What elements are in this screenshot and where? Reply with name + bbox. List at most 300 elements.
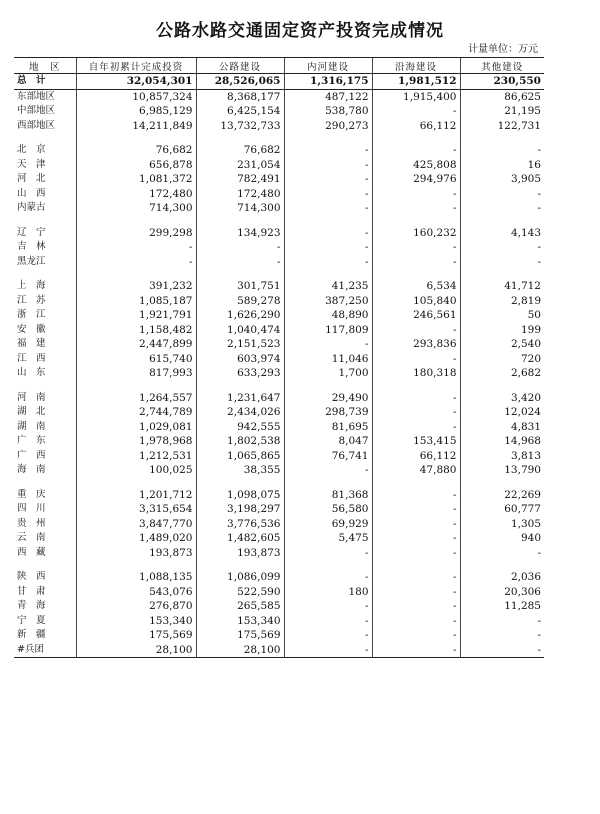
cell-highway: 1,065,865 xyxy=(196,449,284,464)
cell-other: 41,712 xyxy=(460,279,544,294)
cell-inland-waterway: - xyxy=(284,255,372,270)
table-row xyxy=(14,570,544,585)
cell-total-investment xyxy=(76,216,196,226)
cell-region: 天 津 xyxy=(17,158,46,170)
cell-region: 内蒙古 xyxy=(17,202,46,213)
cell-region: 上 海 xyxy=(17,280,46,291)
cell-highway: 1,086,099 xyxy=(196,570,284,585)
cell-total-investment xyxy=(76,381,196,391)
cell-total-investment: 615,740 xyxy=(76,352,196,367)
cell-other: - xyxy=(460,255,544,270)
cell-region: 山 东 xyxy=(17,367,46,378)
cell-inland-waterway: 11,046 xyxy=(284,352,372,367)
cell-region xyxy=(14,560,76,570)
cell-coastal: 180,318 xyxy=(372,366,460,381)
cell-highway: - xyxy=(196,255,284,270)
table-row xyxy=(14,405,544,420)
cell-other xyxy=(460,216,544,226)
table-row xyxy=(14,381,544,391)
cell-region xyxy=(14,269,76,279)
cell-coastal: 425,808 xyxy=(372,158,460,173)
table-row xyxy=(14,366,544,381)
cell-inland-waterway: 1,700 xyxy=(284,366,372,381)
cell-highway: 8,368,177 xyxy=(196,89,284,104)
cell-other: 122,731 xyxy=(460,119,544,134)
cell-inland-waterway: 69,929 xyxy=(284,517,372,532)
cell-coastal: - xyxy=(372,546,460,561)
cell-coastal: 6,534 xyxy=(372,279,460,294)
cell-total-investment: 175,569 xyxy=(76,628,196,643)
header-highway: 公路建设 xyxy=(196,58,284,74)
cell-inland-waterway: 1,316,175 xyxy=(284,74,372,90)
table-body xyxy=(14,74,544,658)
cell-total-investment: 1,978,968 xyxy=(76,434,196,449)
cell-highway: 6,425,154 xyxy=(196,104,284,119)
table-row xyxy=(14,434,544,449)
cell-inland-waterway: - xyxy=(284,226,372,241)
cell-other: 3,813 xyxy=(460,449,544,464)
cell-inland-waterway: 298,739 xyxy=(284,405,372,420)
table-row xyxy=(14,143,544,158)
table-row xyxy=(14,337,544,352)
cell-highway: 2,434,026 xyxy=(196,405,284,420)
cell-inland-waterway xyxy=(284,381,372,391)
cell-total-investment: 1,029,081 xyxy=(76,420,196,435)
cell-total-investment: 100,025 xyxy=(76,463,196,478)
cell-region: 北 京 xyxy=(17,144,46,155)
cell-highway: 134,923 xyxy=(196,226,284,241)
cell-highway: 193,873 xyxy=(196,546,284,561)
cell-highway: 589,278 xyxy=(196,294,284,309)
cell-inland-waterway: 76,741 xyxy=(284,449,372,464)
table-row xyxy=(14,531,544,546)
cell-coastal: 105,840 xyxy=(372,294,460,309)
cell-inland-waterway: - xyxy=(284,143,372,158)
cell-total-investment: 28,100 xyxy=(76,643,196,658)
cell-inland-waterway: 538,780 xyxy=(284,104,372,119)
cell-total-investment: 76,682 xyxy=(76,143,196,158)
table-row xyxy=(14,226,544,241)
cell-other: 21,195 xyxy=(460,104,544,119)
cell-region: 东部地区 xyxy=(17,90,56,102)
cell-other xyxy=(460,381,544,391)
cell-total-investment: 656,878 xyxy=(76,158,196,173)
cell-coastal: - xyxy=(372,628,460,643)
table-row xyxy=(14,599,544,614)
cell-inland-waterway: - xyxy=(284,201,372,216)
cell-coastal: 294,976 xyxy=(372,172,460,187)
cell-coastal: - xyxy=(372,420,460,435)
cell-total-investment: 172,480 xyxy=(76,187,196,202)
cell-total-investment: - xyxy=(76,255,196,270)
cell-coastal: - xyxy=(372,323,460,338)
cell-other: - xyxy=(460,614,544,629)
cell-other: - xyxy=(460,643,544,658)
cell-highway: 28,100 xyxy=(196,643,284,658)
cell-region: 陕 西 xyxy=(17,571,46,582)
cell-inland-waterway: 117,809 xyxy=(284,323,372,338)
cell-coastal: - xyxy=(372,488,460,503)
table-row xyxy=(14,391,544,406)
cell-highway: 522,590 xyxy=(196,585,284,600)
cell-other: 86,625 xyxy=(460,89,544,104)
cell-total-investment: 1,212,531 xyxy=(76,449,196,464)
cell-total-investment: 1,085,187 xyxy=(76,294,196,309)
cell-inland-waterway: 81,695 xyxy=(284,420,372,435)
table-row xyxy=(14,614,544,629)
cell-highway: 1,098,075 xyxy=(196,488,284,503)
cell-highway: 633,293 xyxy=(196,366,284,381)
cell-region: 甘 肃 xyxy=(17,585,46,597)
cell-highway: 942,555 xyxy=(196,420,284,435)
cell-total-investment: 14,211,849 xyxy=(76,119,196,134)
table-row xyxy=(14,546,544,561)
header-total-investment: 自年初累计完成投资 xyxy=(76,58,196,74)
cell-other: 2,819 xyxy=(460,294,544,309)
cell-coastal: - xyxy=(372,240,460,255)
cell-total-investment: 3,847,770 xyxy=(76,517,196,532)
cell-coastal: - xyxy=(372,614,460,629)
cell-other: 16 xyxy=(460,158,544,173)
cell-inland-waterway: 487,122 xyxy=(284,89,372,104)
cell-region: 云 南 xyxy=(17,532,46,543)
cell-coastal: - xyxy=(372,391,460,406)
page-title: 公路水路交通固定资产投资完成情况 xyxy=(156,21,444,41)
header-other: 其他建设 xyxy=(460,58,544,74)
cell-highway: 1,482,605 xyxy=(196,531,284,546)
table-row xyxy=(14,352,544,367)
cell-coastal: - xyxy=(372,405,460,420)
cell-region: 总 计 xyxy=(14,74,76,90)
cell-other: 2,540 xyxy=(460,337,544,352)
cell-inland-waterway: 81,368 xyxy=(284,488,372,503)
table-row xyxy=(14,216,544,226)
cell-total-investment: 193,873 xyxy=(76,546,196,561)
cell-coastal: - xyxy=(372,570,460,585)
cell-coastal: 160,232 xyxy=(372,226,460,241)
cell-highway: 1,231,647 xyxy=(196,391,284,406)
cell-highway: 603,974 xyxy=(196,352,284,367)
cell-region: 广 西 xyxy=(17,449,46,461)
cell-coastal: 293,836 xyxy=(372,337,460,352)
cell-other: 199 xyxy=(460,323,544,338)
cell-coastal xyxy=(372,560,460,570)
cell-coastal: - xyxy=(372,201,460,216)
cell-region: 山 西 xyxy=(17,187,46,199)
cell-inland-waterway: - xyxy=(284,463,372,478)
cell-other: 940 xyxy=(460,531,544,546)
cell-other: 2,682 xyxy=(460,366,544,381)
cell-region: 江 西 xyxy=(17,352,46,364)
cell-total-investment: 817,993 xyxy=(76,366,196,381)
cell-total-investment xyxy=(76,133,196,143)
cell-total-investment xyxy=(76,269,196,279)
table-row xyxy=(14,294,544,309)
cell-highway: 13,732,733 xyxy=(196,119,284,134)
cell-other: 2,036 xyxy=(460,570,544,585)
cell-region: 西 藏 xyxy=(17,546,46,558)
cell-total-investment: 299,298 xyxy=(76,226,196,241)
table-row xyxy=(14,201,544,216)
cell-total-investment: 2,447,899 xyxy=(76,337,196,352)
table-row xyxy=(14,585,544,600)
cell-highway: 38,355 xyxy=(196,463,284,478)
investment-table xyxy=(14,57,544,658)
cell-coastal: 153,415 xyxy=(372,434,460,449)
table-row xyxy=(14,420,544,435)
cell-coastal: 1,981,512 xyxy=(372,74,460,90)
cell-region: 宁 夏 xyxy=(17,614,46,626)
table-row xyxy=(14,104,544,119)
cell-highway: 28,526,065 xyxy=(196,74,284,90)
cell-total-investment: 153,340 xyxy=(76,614,196,629)
cell-inland-waterway: 290,273 xyxy=(284,119,372,134)
cell-other: 13,790 xyxy=(460,463,544,478)
cell-inland-waterway: - xyxy=(284,628,372,643)
table-row xyxy=(14,187,544,202)
cell-total-investment xyxy=(76,478,196,488)
cell-inland-waterway: - xyxy=(284,240,372,255)
table-row xyxy=(14,628,544,643)
cell-highway: 172,480 xyxy=(196,187,284,202)
cell-coastal: - xyxy=(372,599,460,614)
cell-total-investment: 1,264,557 xyxy=(76,391,196,406)
cell-total-investment: 543,076 xyxy=(76,585,196,600)
cell-region: 中部地区 xyxy=(17,105,56,116)
cell-other: 3,905 xyxy=(460,172,544,187)
cell-other xyxy=(460,269,544,279)
table-row xyxy=(14,488,544,503)
table-row xyxy=(14,119,544,134)
cell-coastal: - xyxy=(372,531,460,546)
cell-other: 11,285 xyxy=(460,599,544,614)
cell-total-investment: 1,158,482 xyxy=(76,323,196,338)
cell-total-investment: 1,921,791 xyxy=(76,308,196,323)
header-row xyxy=(14,58,544,74)
cell-total-investment: 714,300 xyxy=(76,201,196,216)
cell-region: 新 疆 xyxy=(17,629,46,640)
cell-coastal xyxy=(372,216,460,226)
cell-inland-waterway xyxy=(284,560,372,570)
cell-region: 吉 林 xyxy=(17,241,46,252)
cell-total-investment: 32,054,301 xyxy=(76,74,196,90)
cell-other: - xyxy=(460,628,544,643)
cell-coastal: - xyxy=(372,143,460,158)
cell-total-investment: 391,232 xyxy=(76,279,196,294)
cell-other: 60,777 xyxy=(460,502,544,517)
cell-coastal: - xyxy=(372,585,460,600)
cell-region xyxy=(14,381,76,391)
table-row xyxy=(14,133,544,143)
cell-region: 贵 州 xyxy=(17,517,46,529)
cell-highway xyxy=(196,269,284,279)
table-row xyxy=(14,463,544,478)
cell-coastal xyxy=(372,478,460,488)
cell-highway: 3,198,297 xyxy=(196,502,284,517)
cell-other: 4,143 xyxy=(460,226,544,241)
table-row xyxy=(14,172,544,187)
cell-total-investment: 2,744,789 xyxy=(76,405,196,420)
header-region: 地 区 xyxy=(14,58,76,74)
cell-inland-waterway xyxy=(284,133,372,143)
table-row xyxy=(14,502,544,517)
cell-highway: 1,802,538 xyxy=(196,434,284,449)
cell-total-investment xyxy=(76,560,196,570)
cell-coastal: 66,112 xyxy=(372,449,460,464)
cell-inland-waterway: 41,235 xyxy=(284,279,372,294)
cell-region: #兵团 xyxy=(14,643,76,658)
cell-region: 辽 宁 xyxy=(17,226,46,238)
cell-other: 3,420 xyxy=(460,391,544,406)
cell-other: 20,306 xyxy=(460,585,544,600)
cell-inland-waterway: 387,250 xyxy=(284,294,372,309)
cell-other: - xyxy=(460,546,544,561)
cell-region: 西部地区 xyxy=(17,119,56,131)
header-coastal: 沿海建设 xyxy=(372,58,460,74)
cell-highway xyxy=(196,478,284,488)
table-row xyxy=(14,89,544,104)
table-row xyxy=(14,560,544,570)
cell-inland-waterway: - xyxy=(284,599,372,614)
cell-other: 1,305 xyxy=(460,517,544,532)
cell-highway xyxy=(196,216,284,226)
cell-region: 四 川 xyxy=(17,503,46,514)
cell-region xyxy=(14,133,76,143)
cell-region: 安 徽 xyxy=(17,323,46,335)
cell-region xyxy=(14,216,76,226)
cell-coastal: - xyxy=(372,643,460,658)
cell-inland-waterway: - xyxy=(284,570,372,585)
cell-other xyxy=(460,478,544,488)
cell-coastal: 1,915,400 xyxy=(372,89,460,104)
table-row xyxy=(14,240,544,255)
cell-total-investment: 6,985,129 xyxy=(76,104,196,119)
cell-highway xyxy=(196,133,284,143)
cell-inland-waterway: - xyxy=(284,158,372,173)
cell-highway: 231,054 xyxy=(196,158,284,173)
cell-highway: - xyxy=(196,240,284,255)
cell-highway: 153,340 xyxy=(196,614,284,629)
cell-inland-waterway: - xyxy=(284,546,372,561)
cell-coastal xyxy=(372,269,460,279)
cell-region: 福 建 xyxy=(17,338,46,349)
cell-coastal: - xyxy=(372,502,460,517)
cell-region: 青 海 xyxy=(17,600,46,611)
cell-total-investment: 1,489,020 xyxy=(76,531,196,546)
table-row xyxy=(14,279,544,294)
cell-highway: 175,569 xyxy=(196,628,284,643)
cell-inland-waterway: 5,475 xyxy=(284,531,372,546)
cell-total-investment: 1,081,372 xyxy=(76,172,196,187)
cell-region: 河 北 xyxy=(17,173,46,184)
cell-highway: 76,682 xyxy=(196,143,284,158)
cell-inland-waterway xyxy=(284,216,372,226)
cell-other: - xyxy=(460,201,544,216)
cell-highway: 3,776,536 xyxy=(196,517,284,532)
cell-region xyxy=(14,478,76,488)
cell-region: 广 东 xyxy=(17,435,46,446)
cell-coastal: 246,561 xyxy=(372,308,460,323)
cell-region: 湖 北 xyxy=(17,406,46,417)
cell-other: 14,968 xyxy=(460,434,544,449)
header-inland-waterway: 内河建设 xyxy=(284,58,372,74)
cell-inland-waterway: 56,580 xyxy=(284,502,372,517)
cell-coastal xyxy=(372,133,460,143)
cell-highway: 265,585 xyxy=(196,599,284,614)
table-row xyxy=(14,74,544,90)
cell-region: 河 南 xyxy=(17,391,46,403)
cell-other: 50 xyxy=(460,308,544,323)
cell-coastal: 47,880 xyxy=(372,463,460,478)
cell-highway xyxy=(196,560,284,570)
cell-inland-waterway: 180 xyxy=(284,585,372,600)
cell-highway: 301,751 xyxy=(196,279,284,294)
cell-other: - xyxy=(460,187,544,202)
cell-total-investment: - xyxy=(76,240,196,255)
cell-region: 江 苏 xyxy=(17,294,46,306)
cell-coastal: - xyxy=(372,352,460,367)
cell-other: 230,550 xyxy=(460,74,544,90)
cell-other: 4,831 xyxy=(460,420,544,435)
cell-total-investment: 1,201,712 xyxy=(76,488,196,503)
table-row xyxy=(14,158,544,173)
cell-total-investment: 3,315,654 xyxy=(76,502,196,517)
table-row xyxy=(14,643,544,658)
cell-inland-waterway: 48,890 xyxy=(284,308,372,323)
cell-inland-waterway: - xyxy=(284,643,372,658)
cell-total-investment: 276,870 xyxy=(76,599,196,614)
table-row xyxy=(14,323,544,338)
cell-region: 黑龙江 xyxy=(17,255,46,267)
cell-region: 湖 南 xyxy=(17,420,46,432)
cell-other xyxy=(460,133,544,143)
table-row xyxy=(14,449,544,464)
cell-highway: 1,040,474 xyxy=(196,323,284,338)
table-row xyxy=(14,517,544,532)
cell-other: 22,269 xyxy=(460,488,544,503)
cell-other: 720 xyxy=(460,352,544,367)
cell-inland-waterway: - xyxy=(284,614,372,629)
cell-total-investment: 10,857,324 xyxy=(76,89,196,104)
table-row xyxy=(14,478,544,488)
cell-coastal xyxy=(372,381,460,391)
table-row xyxy=(14,269,544,279)
cell-inland-waterway xyxy=(284,478,372,488)
cell-highway: 2,151,523 xyxy=(196,337,284,352)
cell-highway: 1,626,290 xyxy=(196,308,284,323)
cell-coastal: - xyxy=(372,104,460,119)
unit-label: 计量单位：万元 xyxy=(468,44,538,55)
cell-region: 海 南 xyxy=(17,464,46,475)
cell-highway: 714,300 xyxy=(196,201,284,216)
cell-highway xyxy=(196,381,284,391)
cell-total-investment: 1,088,135 xyxy=(76,570,196,585)
table-row xyxy=(14,308,544,323)
table-row xyxy=(14,255,544,270)
cell-coastal: - xyxy=(372,187,460,202)
cell-other: - xyxy=(460,240,544,255)
cell-region: 重 庆 xyxy=(17,488,46,500)
cell-coastal: 66,112 xyxy=(372,119,460,134)
cell-coastal: - xyxy=(372,517,460,532)
cell-inland-waterway: - xyxy=(284,337,372,352)
cell-inland-waterway: - xyxy=(284,187,372,202)
cell-other: 12,024 xyxy=(460,405,544,420)
cell-inland-waterway: - xyxy=(284,172,372,187)
cell-highway: 782,491 xyxy=(196,172,284,187)
cell-other: - xyxy=(460,143,544,158)
cell-coastal: - xyxy=(372,255,460,270)
